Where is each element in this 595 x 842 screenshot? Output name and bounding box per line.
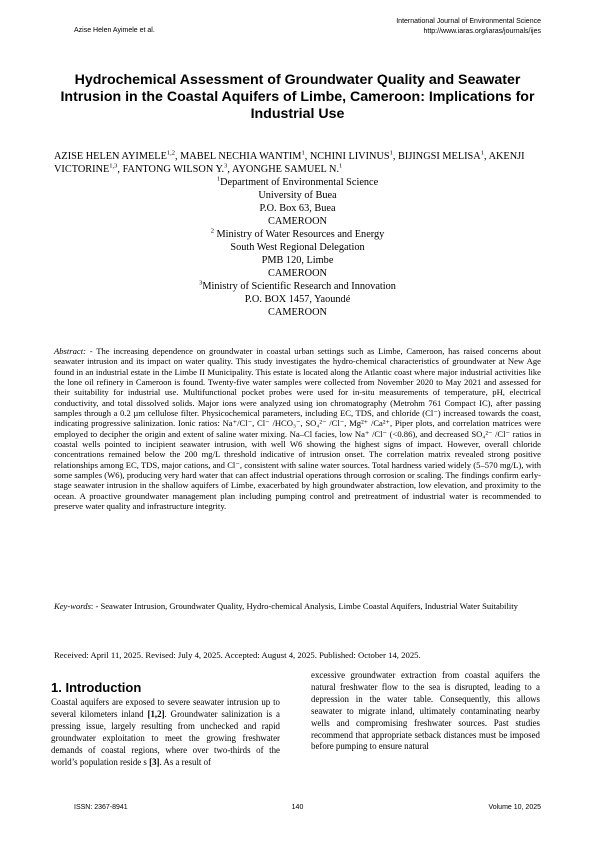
affiliation-text: CAMEROON xyxy=(268,268,327,279)
author-name: BIJINGSI MELISA xyxy=(398,151,481,162)
footer-volume: Volume 10, 2025 xyxy=(488,804,541,811)
affiliation-line xyxy=(54,228,541,241)
affiliation-text: Ministry of Scientific Research and Innovation xyxy=(202,281,396,292)
author-separator: , xyxy=(304,151,310,162)
author-separator: , xyxy=(392,151,399,162)
affiliation-mark: 1 xyxy=(216,175,221,183)
author-separator: , xyxy=(117,163,123,175)
author-name: AZISE HELEN AYIMELE xyxy=(54,151,167,162)
intro-paragraph-right: excessive groundwater extraction from coastal aquifers the natural freshwater flow to the sea is disrupted, leading to a depression in the water table. Consequently, this allows seawater to migrate inland, ultimately contaminating nearby wells and compromising freshwater sources. Past studies recommend that appropriate setback distances must be imposed before pumping to ensure natural xyxy=(311,670,540,752)
author-separator: , xyxy=(175,151,181,162)
affiliations xyxy=(54,176,541,319)
affiliation-line xyxy=(54,254,541,267)
affiliation-text: Department of Environmental Science xyxy=(220,177,379,188)
affiliation-text: PMB 120, Limbe xyxy=(261,255,334,266)
affiliation-line xyxy=(54,293,541,306)
intro-text: . As a result of xyxy=(159,756,211,767)
keywords-text: : - Seawater Intrusion, Groundwater Quality, Hydro-chemical Analysis, Limbe Coastal Aquifers, Industrial Water Suitability xyxy=(90,601,518,611)
affiliation-line xyxy=(54,215,541,228)
section-heading-introduction: 1. Introduction xyxy=(51,680,142,695)
author-affiliation-mark: 1 xyxy=(301,149,305,157)
author-name: MABEL NECHIA WANTIM xyxy=(180,151,302,162)
affiliation-text: South West Regional Delegation xyxy=(230,242,365,253)
intro-left-column xyxy=(51,680,280,768)
running-header-journal-block xyxy=(396,17,541,37)
affiliation-line xyxy=(54,280,541,293)
author-affiliation-mark: 3 xyxy=(224,162,228,170)
paper-title: Hydrochemical Assessment of Groundwater Quality and Seawater Intrusion in the Coastal Aquifers of Limbe, Cameroon: Implications for Industrial Use xyxy=(60,72,535,122)
affiliation-mark: 3 xyxy=(199,279,203,287)
keywords-label: Key-words xyxy=(54,601,91,611)
author-affiliation-mark: 1 xyxy=(389,149,393,157)
intro-text: Coastal aquifers are exposed to severe seawater intrusion up to several kilometers inland xyxy=(51,697,280,719)
affiliation-line xyxy=(54,189,541,202)
author-separator: , xyxy=(483,151,489,162)
footer-issn: ISSN: 2367-8941 xyxy=(74,804,128,811)
affiliation-text: P.O. Box 63, Buea xyxy=(259,203,336,214)
journal-url[interactable]: http://www.iaras.org/iaras/journals/ijes xyxy=(423,28,541,35)
intro-right-column xyxy=(311,670,540,753)
author-name: AYONGHE SAMUEL N. xyxy=(231,163,340,175)
affiliation-line xyxy=(54,202,541,215)
citation-link[interactable]: [3] xyxy=(149,756,160,767)
affiliation-text: P.O. BOX 1457, Yaoundé xyxy=(244,294,351,305)
affiliation-line xyxy=(54,241,541,254)
intro-text: . Groundwater salinization is a pressing issue, largely resulting from unchecked and rapid groundwater exploitation to meet the growing freshwater demands of coastal regions, where over two-thirds of the world’s population reside s xyxy=(51,708,280,767)
affiliation-mark: 2 xyxy=(210,227,214,235)
running-header-author: Azise Helen Ayimele et al. xyxy=(74,27,155,34)
author-affiliation-mark: 1,2 xyxy=(166,149,175,157)
author-separator: , xyxy=(227,163,232,175)
author-affiliation-mark: 1 xyxy=(339,162,343,170)
journal-name: International Journal of Environmental Science xyxy=(396,18,541,25)
affiliation-text: CAMEROON xyxy=(268,216,327,227)
publication-dates: Received: April 11, 2025. Revised: July 4, 2025. Accepted: August 4, 2025. Published: October 14, 2025. xyxy=(54,650,421,660)
author-list xyxy=(54,151,541,176)
affiliation-text: CAMEROON xyxy=(268,307,327,318)
abstract-label: Abstract: xyxy=(54,346,86,356)
affiliation-line xyxy=(54,267,541,280)
author-affiliation-mark: 1,3 xyxy=(109,162,118,170)
author-affiliation-mark: 1 xyxy=(480,149,484,157)
keywords xyxy=(54,601,541,611)
abstract xyxy=(54,346,541,512)
affiliation-text: University of Buea xyxy=(258,190,337,201)
author-name: FANTONG WILSON Y. xyxy=(122,163,225,175)
author-name: AKENJI VICTORINE xyxy=(54,151,525,175)
citation-link[interactable]: [1,2] xyxy=(147,708,165,719)
author-name: NCHINI LIVINUS xyxy=(309,151,390,162)
affiliation-line xyxy=(54,176,541,189)
affiliation-text: Ministry of Water Resources and Energy xyxy=(213,229,385,240)
footer-page-number: 140 xyxy=(291,804,304,811)
affiliation-line xyxy=(54,306,541,319)
intro-paragraph-left xyxy=(51,697,280,768)
abstract-text: - The increasing dependence on groundwater in coastal urban settings such as Limbe, Cameroon, has raised concerns about seawater intrusion and its impact on water quality. This study investigates the hydro-chemical characteristics of groundwater at New Age found in an industrial estate in the Limbe II Municipality. This estate is located along the Atlantic coast where major industrial activities like the lone oil refinery in Cameroon is found. Twenty-five water samples were collected from November 2020 to May 2021 and assessed for their suitability for industrial use. Multifunctional pocket probes were used for in-situ measurements of temperature, pH, electrical conductivity, and total dissolved solids. Major ions were analyzed using ion chromatography (Metrohm 761 Compact IC), after passing samples through a 0.2 µm cellulose filter. Physicochemical parameters, including EC, TDS, and chloride (Cl⁻) increased towards the coast, indicating progressive salinization. Ionic ratios: Na⁺/Cl⁻, Cl⁻ /HCO₃⁻, SO₄²⁻ /Cl⁻, Mg²⁺ /Ca²⁺, Piper plots, and correlation matrices were employed to decipher the origin and extent of saline water mixing. Na–Cl facies, low Na⁺ /Cl⁻ (<0.86), and decreased SO₄²⁻ /Cl⁻ ratios in coastal wells pointed to incipient seawater intrusion, with well W6 showing the highest signs of impact. However, overall chloride concentrations remained below the 200 mg/L threshold indicative of intrusion onset. The correlation matrix revealed strong positive relationships among EC, TDS, major cations, and Cl⁻, consistent with saline water sources. Total hardness varied widely (5–570 mg/L), with some samples (W6), producing very hard water that can affect industrial operations through corrosion or scaling. The findings confirm early-stage seawater intrusion in the shallow aquifers of Limbe, exacerbated by high groundwater abstraction, low elevation, and proximity to the ocean. A proactive groundwater management plan including pumping control and pretreatment of industrial water is recommended to preserve water quality and infrastructure integrity. xyxy=(54,346,541,512)
